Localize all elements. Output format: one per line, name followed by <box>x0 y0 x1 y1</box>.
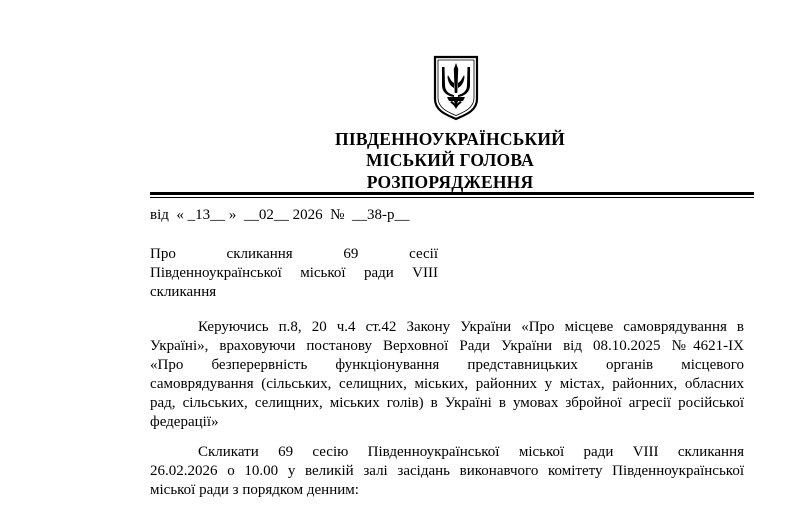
header-divider-thick <box>150 192 754 195</box>
paragraph-line: «Про безперервність функціонування представницьких органів місцевого <box>150 357 744 373</box>
paragraph-line: Скликати 69 сесію Південноукраїнської міської ради VIII скликання <box>198 444 744 460</box>
trident-icon <box>433 55 479 121</box>
paragraph-line: 26.02.2026 о 10.00 у великій залі засідань виконавчого комітету Південноукраїнської <box>150 463 744 479</box>
paragraph-line: федерації» <box>150 414 219 430</box>
paragraph-line: рад, сільських, селищних, міських голів) в Україні в умовах збройної агресії російської <box>150 395 744 411</box>
header-divider-thin <box>150 197 754 198</box>
paragraph-line: Україні», враховуючи постанову Верховної Ради України від 08.10.2025 №4621-IX <box>150 338 744 354</box>
paragraph-line: самоврядування (сільських, селищних, міських, районних у містах, районних, обласних <box>150 376 744 392</box>
paragraph-line: Керуючись п.8, 20 ч.4 ст.42 Закону України «Про місцеве самоврядування в <box>198 319 744 335</box>
subject-line: Південноукраїнської міської ради VIII <box>150 265 438 281</box>
preamble-paragraph <box>150 318 744 432</box>
subject-line: скликання <box>150 284 217 300</box>
header-city: ПІВДЕННОУКРАЇНСЬКИЙ <box>335 129 565 149</box>
subject-line: Про скликання 69 сесії <box>150 246 438 262</box>
resolution-paragraph <box>150 443 744 500</box>
header-doc-type: РОЗПОРЯДЖЕННЯ <box>366 172 534 192</box>
paragraph-line: міської ради з порядком денним: <box>150 482 359 498</box>
header-title: МІСЬКИЙ ГОЛОВА <box>366 150 534 170</box>
order-subject <box>150 245 438 302</box>
order-dateline: від « _13__ » __02__ 2026 № __38-р__ <box>150 207 410 223</box>
